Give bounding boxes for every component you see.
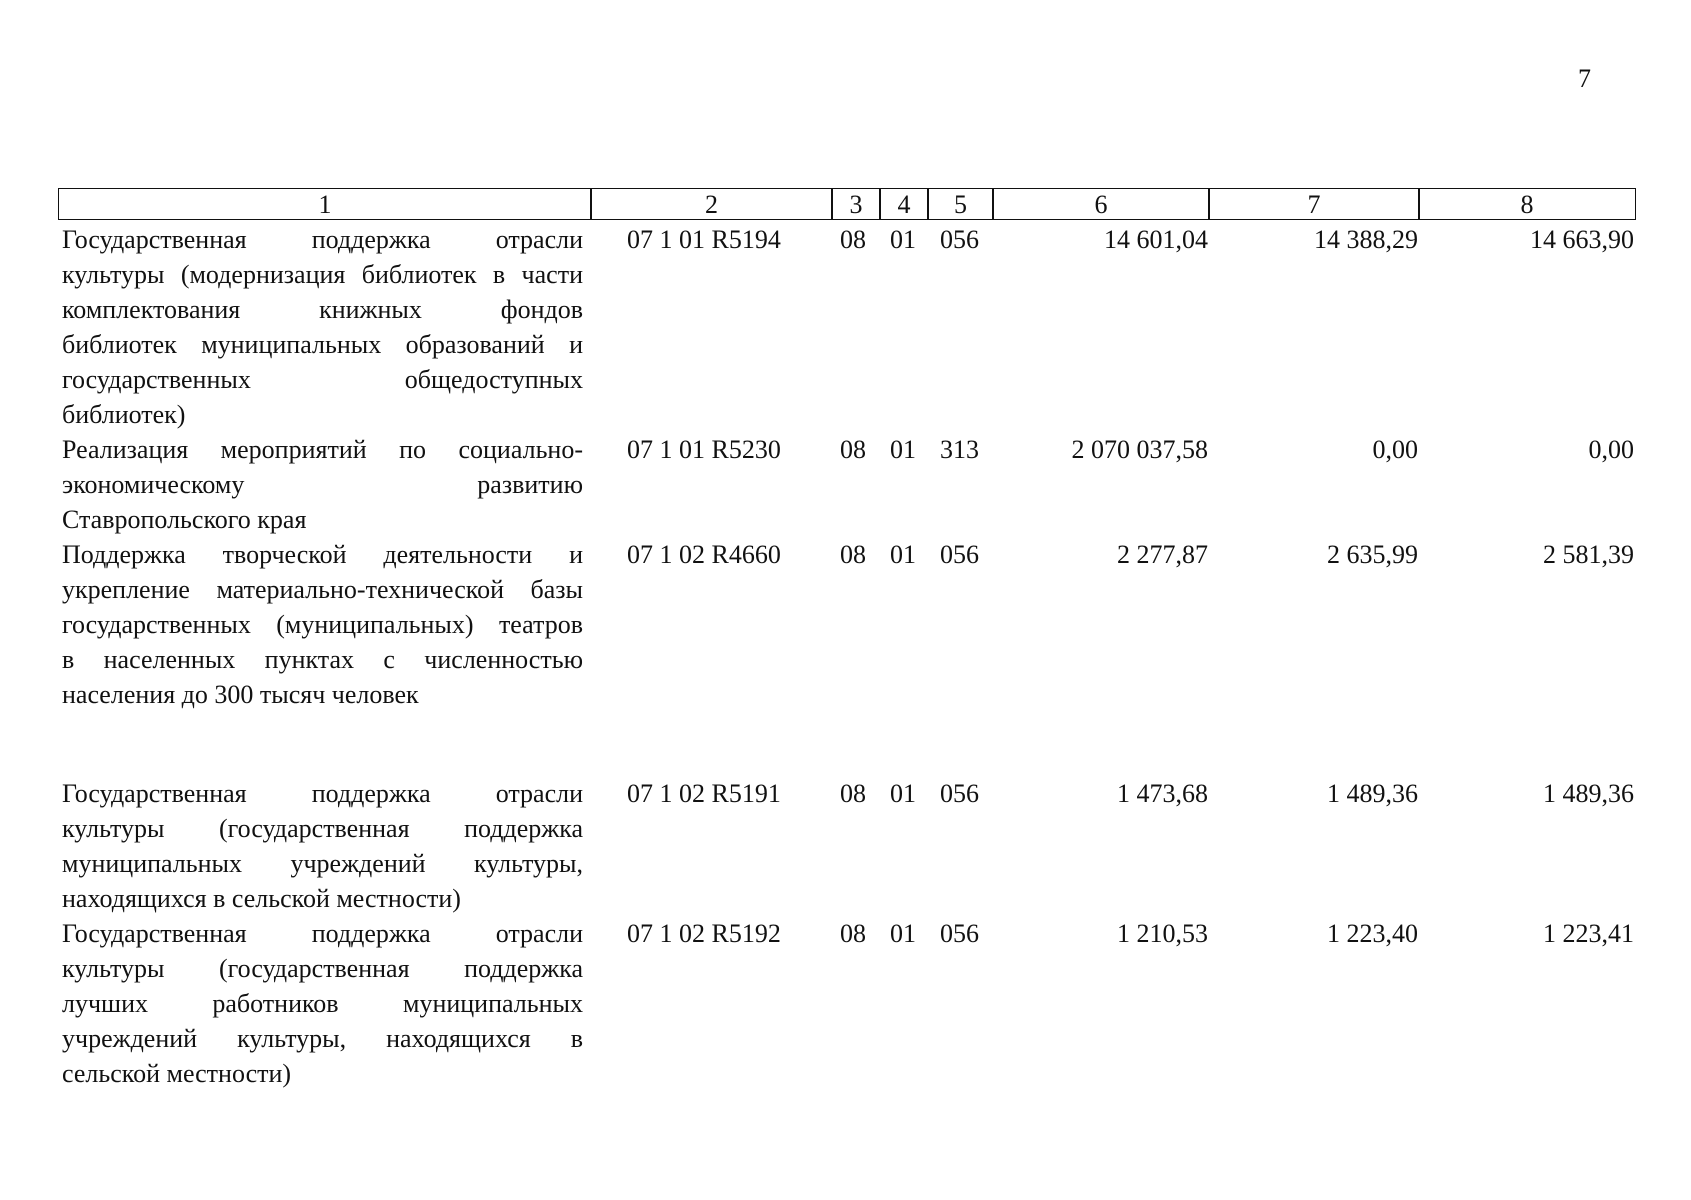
table-row	[0, 537, 1691, 712]
header-col-5: 5	[927, 188, 994, 220]
row-code: 07 1 02 R4660	[627, 540, 781, 569]
table-row	[0, 222, 1691, 432]
description-line: Реализация мероприятий по социально-	[62, 435, 583, 464]
table-body	[0, 222, 1691, 1091]
row-value-8: 1 223,41	[1543, 919, 1634, 948]
row-subsection: 01	[890, 435, 916, 464]
row-type: 056	[940, 540, 979, 569]
header-col-3: 3	[831, 188, 881, 220]
row-section: 08	[840, 919, 866, 948]
row-value-6: 1 473,68	[1117, 779, 1208, 808]
description-line: государственных (муниципальных) театров	[62, 610, 583, 639]
row-code: 07 1 02 R5192	[627, 919, 781, 948]
description-line: комплектования книжных фондов	[62, 295, 583, 324]
header-col-7: 7	[1208, 188, 1420, 220]
row-value-6: 1 210,53	[1117, 919, 1208, 948]
header-col-2: 2	[590, 188, 833, 220]
table-row	[0, 776, 1691, 916]
row-description	[62, 537, 583, 712]
row-gap	[0, 744, 1691, 776]
description-line: Поддержка творческой деятельности и	[62, 540, 583, 569]
row-value-7: 1 489,36	[1327, 779, 1418, 808]
table-row	[0, 432, 1691, 537]
row-description	[62, 222, 583, 432]
row-value-6: 14 601,04	[1104, 225, 1208, 254]
description-line: муниципальных учреждений культуры,	[62, 849, 583, 878]
row-description	[62, 432, 583, 537]
description-line: библиотек муниципальных образований и	[62, 330, 583, 359]
description-line: находящихся в сельской местности)	[62, 884, 461, 913]
header-col-8: 8	[1418, 188, 1636, 220]
row-value-8: 2 581,39	[1543, 540, 1634, 569]
description-line: культуры (модернизация библиотек в части	[62, 260, 583, 289]
row-description	[62, 776, 583, 916]
row-value-8: 0,00	[1588, 435, 1634, 464]
row-code: 07 1 01 R5194	[627, 225, 781, 254]
description-line: сельской местности)	[62, 1059, 292, 1088]
row-code: 07 1 02 R5191	[627, 779, 781, 808]
row-type: 056	[940, 779, 979, 808]
row-value-6: 2 277,87	[1117, 540, 1208, 569]
row-value-7: 14 388,29	[1314, 225, 1418, 254]
description-line: Государственная поддержка отрасли	[62, 919, 583, 948]
description-line: экономическому развитию	[62, 470, 583, 499]
row-description	[62, 916, 583, 1091]
description-line: лучших работников муниципальных	[62, 989, 583, 1018]
description-line: населения до 300 тысяч человек	[62, 680, 419, 709]
description-line: библиотек)	[62, 400, 186, 429]
row-value-7: 0,00	[1372, 435, 1418, 464]
description-line: культуры (государственная поддержка	[62, 954, 583, 983]
description-line: культуры (государственная поддержка	[62, 814, 583, 843]
row-type: 056	[940, 225, 979, 254]
row-value-7: 1 223,40	[1327, 919, 1418, 948]
row-gap	[0, 712, 1691, 744]
description-line: Государственная поддержка отрасли	[62, 779, 583, 808]
row-section: 08	[840, 779, 866, 808]
description-line: укрепление материально-технической базы	[62, 575, 583, 604]
page-number: 7	[1578, 64, 1591, 93]
description-line: Ставропольского края	[62, 505, 307, 534]
row-subsection: 01	[890, 919, 916, 948]
row-value-7: 2 635,99	[1327, 540, 1418, 569]
description-line: государственных общедоступных	[62, 365, 583, 394]
row-section: 08	[840, 435, 866, 464]
row-type: 056	[940, 919, 979, 948]
table-row	[0, 916, 1691, 1091]
row-section: 08	[840, 225, 866, 254]
row-value-8: 14 663,90	[1530, 225, 1634, 254]
header-col-4: 4	[879, 188, 929, 220]
header-col-6: 6	[992, 188, 1210, 220]
row-subsection: 01	[890, 779, 916, 808]
description-line: в населенных пунктах с численностью	[62, 645, 583, 674]
row-value-8: 1 489,36	[1543, 779, 1634, 808]
row-subsection: 01	[890, 225, 916, 254]
row-value-6: 2 070 037,58	[1071, 435, 1208, 464]
row-code: 07 1 01 R5230	[627, 435, 781, 464]
description-line: Государственная поддержка отрасли	[62, 225, 583, 254]
row-section: 08	[840, 540, 866, 569]
row-subsection: 01	[890, 540, 916, 569]
row-type: 313	[940, 435, 979, 464]
description-line: учреждений культуры, находящихся в	[62, 1024, 583, 1053]
header-col-1: 1	[58, 188, 592, 220]
